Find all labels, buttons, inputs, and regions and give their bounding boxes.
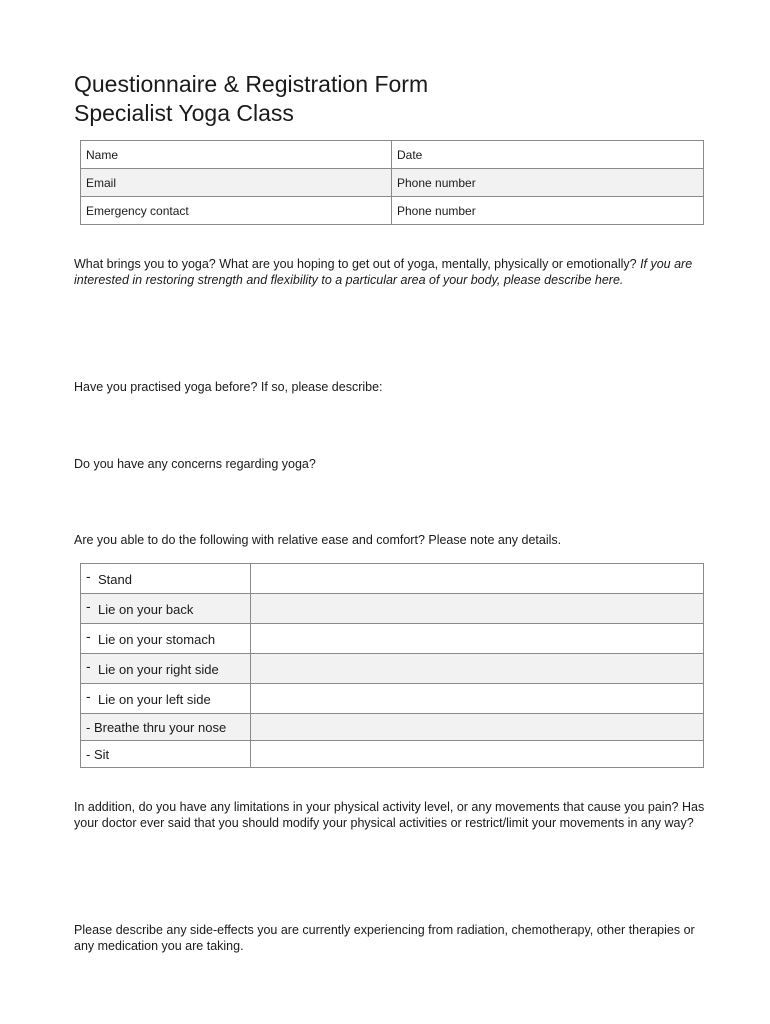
ability-lie-right-label: Lie on your right side [98,661,219,677]
ability-stand-label: Stand [98,571,132,587]
email-field[interactable]: Email [81,169,392,197]
question-yoga-goals [74,256,714,288]
table-row [81,684,704,714]
question-prior-practice: Have you practised yoga before? If so, please describe: [74,380,383,394]
date-field[interactable]: Date [392,141,704,169]
dash-bullet: - [86,597,91,614]
table-row [81,714,704,741]
table-row [81,654,704,684]
table-row [81,741,704,768]
ability-breathe-notes[interactable] [251,714,704,741]
question-yoga-goals-hint: If you are interested in restoring strength and flexibility to a particular area of your body, please describe here. [74,257,693,287]
table-row [81,624,704,654]
form-title: Questionnaire & Registration Form [74,71,429,97]
ability-label [81,654,251,684]
dash-bullet: - [86,627,91,644]
question-abilities: Are you able to do the following with relative ease and comfort? Please note any details. [74,533,562,547]
ability-label [81,624,251,654]
question-limitations: In addition, do you have any limitations in your physical activity level, or any movements that cause you pain? Has your doctor ever said that you should modify your physical activities or restrict/limit your movements in any way? [74,800,705,830]
ability-lie-stomach-notes[interactable] [251,624,704,654]
dash-bullet: - [86,657,91,674]
ability-lie-stomach-label: Lie on your stomach [98,631,216,647]
ability-label [81,594,251,624]
question-concerns: Do you have any concerns regarding yoga? [74,457,316,471]
ability-sit-notes[interactable] [251,741,704,768]
ability-lie-back-label: Lie on your back [98,601,194,617]
name-field[interactable]: Name [81,141,392,169]
question-yoga-goals-text: What brings you to yoga? What are you hoping to get out of yoga, mentally, physically or emotionally? [74,257,641,271]
abilities-table [80,563,704,768]
ability-lie-left-label: Lie on your left side [98,691,211,707]
ability-lie-left-notes[interactable] [251,684,704,714]
table-row [81,169,704,197]
table-row [81,594,704,624]
ability-sit-label: - Sit [81,741,251,768]
ability-stand-notes[interactable] [251,564,704,594]
form-subtitle: Specialist Yoga Class [74,100,294,126]
contact-details-table [80,140,704,225]
dash-bullet: - [86,687,91,704]
ability-label [81,684,251,714]
ability-breathe-label: - Breathe thru your nose [81,714,251,741]
table-row [81,197,704,225]
phone-number-field[interactable]: Phone number [392,169,704,197]
question-side-effects: Please describe any side-effects you are currently experiencing from radiation, chemotherapy, other therapies or any medication you are taking. [74,923,695,953]
table-row [81,141,704,169]
ability-lie-back-notes[interactable] [251,594,704,624]
ability-label [81,564,251,594]
emergency-phone-number-field[interactable]: Phone number [392,197,704,225]
ability-lie-right-notes[interactable] [251,654,704,684]
dash-bullet: - [86,567,91,584]
table-row [81,564,704,594]
emergency-contact-field[interactable]: Emergency contact [81,197,392,225]
